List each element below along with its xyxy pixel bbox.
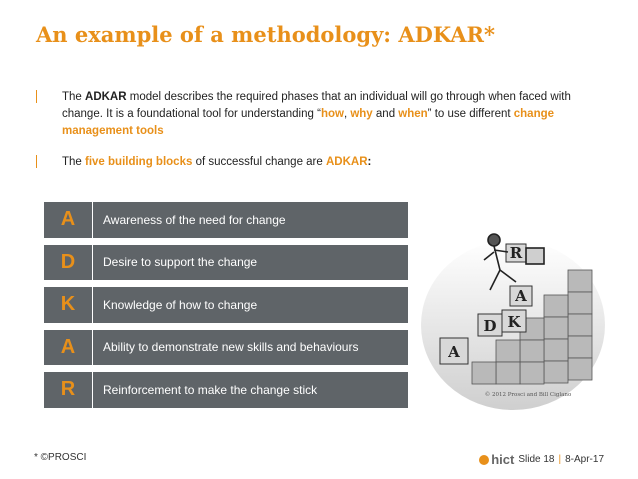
block-letter: R bbox=[509, 244, 523, 262]
adkar-row-reinforcement bbox=[44, 372, 408, 408]
bullet-marker bbox=[36, 155, 37, 168]
block-letter: K bbox=[507, 313, 521, 331]
adkar-table bbox=[44, 202, 408, 415]
slide-date: 8-Apr-17 bbox=[565, 454, 604, 465]
block-letter: A bbox=[515, 287, 527, 305]
slide-number: Slide 18 bbox=[518, 454, 555, 465]
bullet-text: The ADKAR model describes the required phases that an individual will go through when faced with change. It is a foundational tool for understanding “how, why and when” to use different change management tools bbox=[62, 91, 571, 137]
adkar-row-knowledge bbox=[44, 287, 408, 323]
bullet-marker bbox=[36, 90, 37, 103]
block-letter: A bbox=[448, 343, 460, 361]
adkar-letter: A bbox=[44, 330, 93, 366]
bullet-building-blocks bbox=[36, 154, 596, 171]
bullet-text: The five building blocks of successful change are ADKAR: bbox=[62, 156, 372, 168]
adkar-description: Desire to support the change bbox=[103, 255, 258, 270]
adkar-description: Ability to demonstrate new skills and behaviours bbox=[103, 340, 359, 355]
adkar-row-desire bbox=[44, 245, 408, 281]
adkar-row-awareness bbox=[44, 202, 408, 238]
company-logo: hict bbox=[479, 452, 514, 467]
slide-title: An example of a methodology: ADKAR* bbox=[36, 22, 495, 47]
slide-footer bbox=[479, 452, 604, 467]
adkar-staircase-illustration bbox=[418, 200, 608, 410]
adkar-letter: K bbox=[44, 287, 93, 323]
footnote: * ©PROSCI bbox=[34, 452, 87, 463]
adkar-letter: R bbox=[44, 372, 93, 408]
bullet-adkar-description bbox=[36, 89, 596, 140]
adkar-letter: A bbox=[44, 202, 93, 238]
adkar-description: Reinforcement to make the change stick bbox=[103, 382, 318, 397]
adkar-row-ability bbox=[44, 330, 408, 366]
adkar-letter: D bbox=[44, 245, 93, 281]
block-letter: D bbox=[483, 317, 497, 335]
adkar-description: Awareness of the need for change bbox=[103, 212, 286, 227]
logo-dot-icon bbox=[479, 455, 489, 465]
illustration-copyright: © 2012 Prosci and Bill Ciglano bbox=[484, 392, 572, 398]
adkar-description: Knowledge of how to change bbox=[103, 297, 258, 312]
footer-separator: | bbox=[558, 454, 562, 465]
